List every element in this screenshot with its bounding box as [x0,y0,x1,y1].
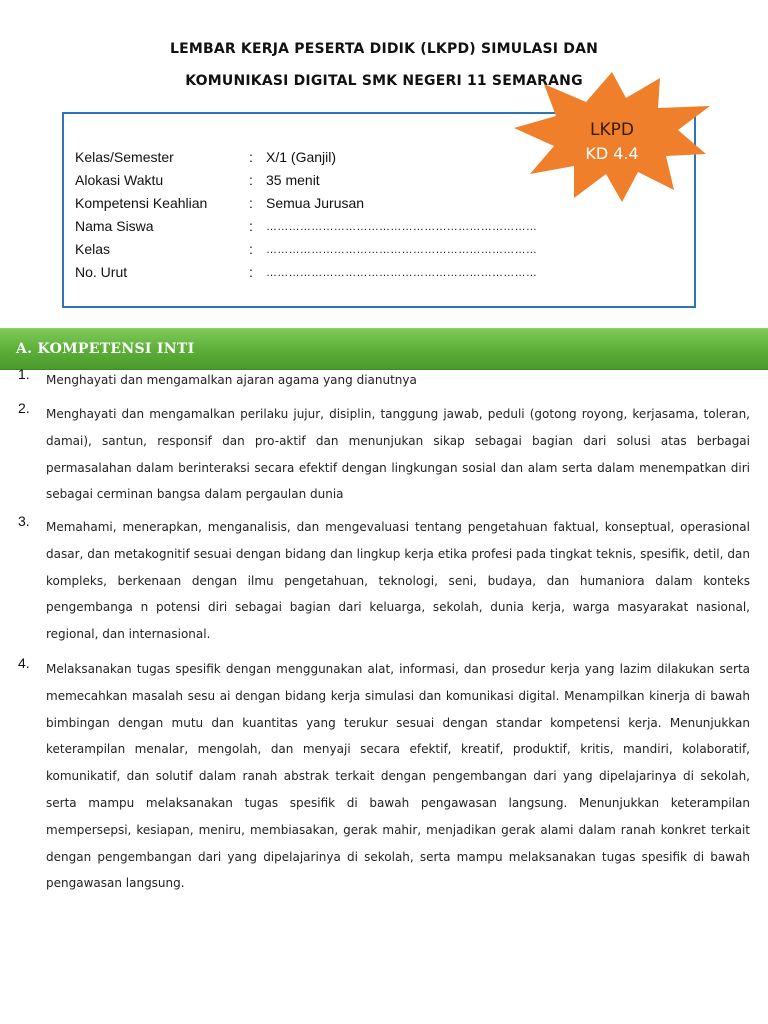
info-value: Semua Jurusan [266,195,365,211]
badge-subtitle: KD 4.4 [585,144,639,163]
fill-in-blank[interactable]: ……………………………………………………………… [266,244,538,256]
list-number: 4. [18,655,30,671]
section-header-bar [0,328,768,370]
info-colon: : [249,241,253,257]
info-value: X/1 (Ganjil) [266,149,337,165]
lkpd-badge [510,68,714,206]
fill-in-blank[interactable]: ……………………………………………………………… [266,267,538,279]
list-text: Menghayati dan mengamalkan perilaku jujur, disiplin, tanggung jawab, peduli (gotong royong, kerjasama, toleran, damai), santun, responsif dan pro-aktif dan menunjukan sikap sebagai bagian dari solusi atas berbagai permasalahan dalam berinteraksi secara efektif dengan lingkungan sosial dan alam serta dalam menempatkan diri sebagai cerminan bangsa dalam pergaulan dunia [46,407,750,502]
info-label: Kompetensi Keahlian [75,195,208,211]
info-colon: : [249,218,253,234]
info-colon: : [249,195,253,211]
list-text: Menghayati dan mengamalkan ajaran agama yang dianutnya [46,373,417,387]
badge-title: LKPD [590,120,634,140]
info-colon: : [249,149,253,165]
info-colon: : [249,264,253,280]
list-text: Memahami, menerapkan, menganalisis, dan mengevaluasi tentang pengetahuan faktual, konseptual, operasional dasar, dan metakognitif sesuai dengan bidang dan lingkup kerja etika profesi pada tingkat teknis, spesifik, detil, dan kompleks, berkenaan dengan ilmu pengetahuan, teknologi, seni, budaya, dan humaniora dalam konteks pengembanga n potensi diri sebagai bagian dari keluarga, sekolah, dunia kerja, warga masyarakat nasional, regional, dan internasional. [46,520,750,642]
info-colon: : [249,172,253,188]
document-title-line-1: LEMBAR KERJA PESERTA DIDIK (LKPD) SIMULASI DAN [169,41,599,57]
fill-in-blank[interactable]: ……………………………………………………………… [266,221,538,233]
info-label: No. Urut [75,264,128,280]
document-title-line-2: KOMUNIKASI DIGITAL SMK NEGERI 11 SEMARANG [185,73,583,89]
section-title: A. KOMPETENSI INTI [16,341,195,357]
list-text: Melaksanakan tugas spesifik dengan menggunakan alat, informasi, dan prosedur kerja yang lazim dilakukan serta memecahkan masalah sesu ai dengan bidang kerja simulasi dan komunikasi digital. Menampilkan kinerja di bawah bimbingan dengan mutu dan kuantitas yang terukur sesuai dengan standar kompetensi kerja. Menunjukkan keterampilan menalar, mengolah, dan menyaji secara efektif, kreatif, produktif, kritis, mandiri, kolaboratif, komunikatif, dan solutif dalam ranah abstrak terkait dengan pengembangan dari yang dipelajarinya di sekolah, serta mampu melaksanakan tugas spesifik di bawah pengawasan langsung. Menunjukkan keterampilan mempersepsi, kesiapan, meniru, membiasakan, gerak mahir, menjadikan gerak alami dalam ranah konkret terkait dengan pengembangan dari yang dipelajarinya di sekolah, serta mampu melaksanakan tugas spesifik di bawah pengawasan langsung. [46,662,750,891]
info-label: Alokasi Waktu [75,172,164,188]
info-label: Kelas [75,241,111,257]
list-number: 1. [18,366,30,382]
info-label: Nama Siswa [75,218,154,234]
info-value: 35 menit [266,172,320,188]
list-number: 2. [18,400,30,416]
list-number: 3. [18,513,30,529]
info-label: Kelas/Semester [75,149,174,165]
